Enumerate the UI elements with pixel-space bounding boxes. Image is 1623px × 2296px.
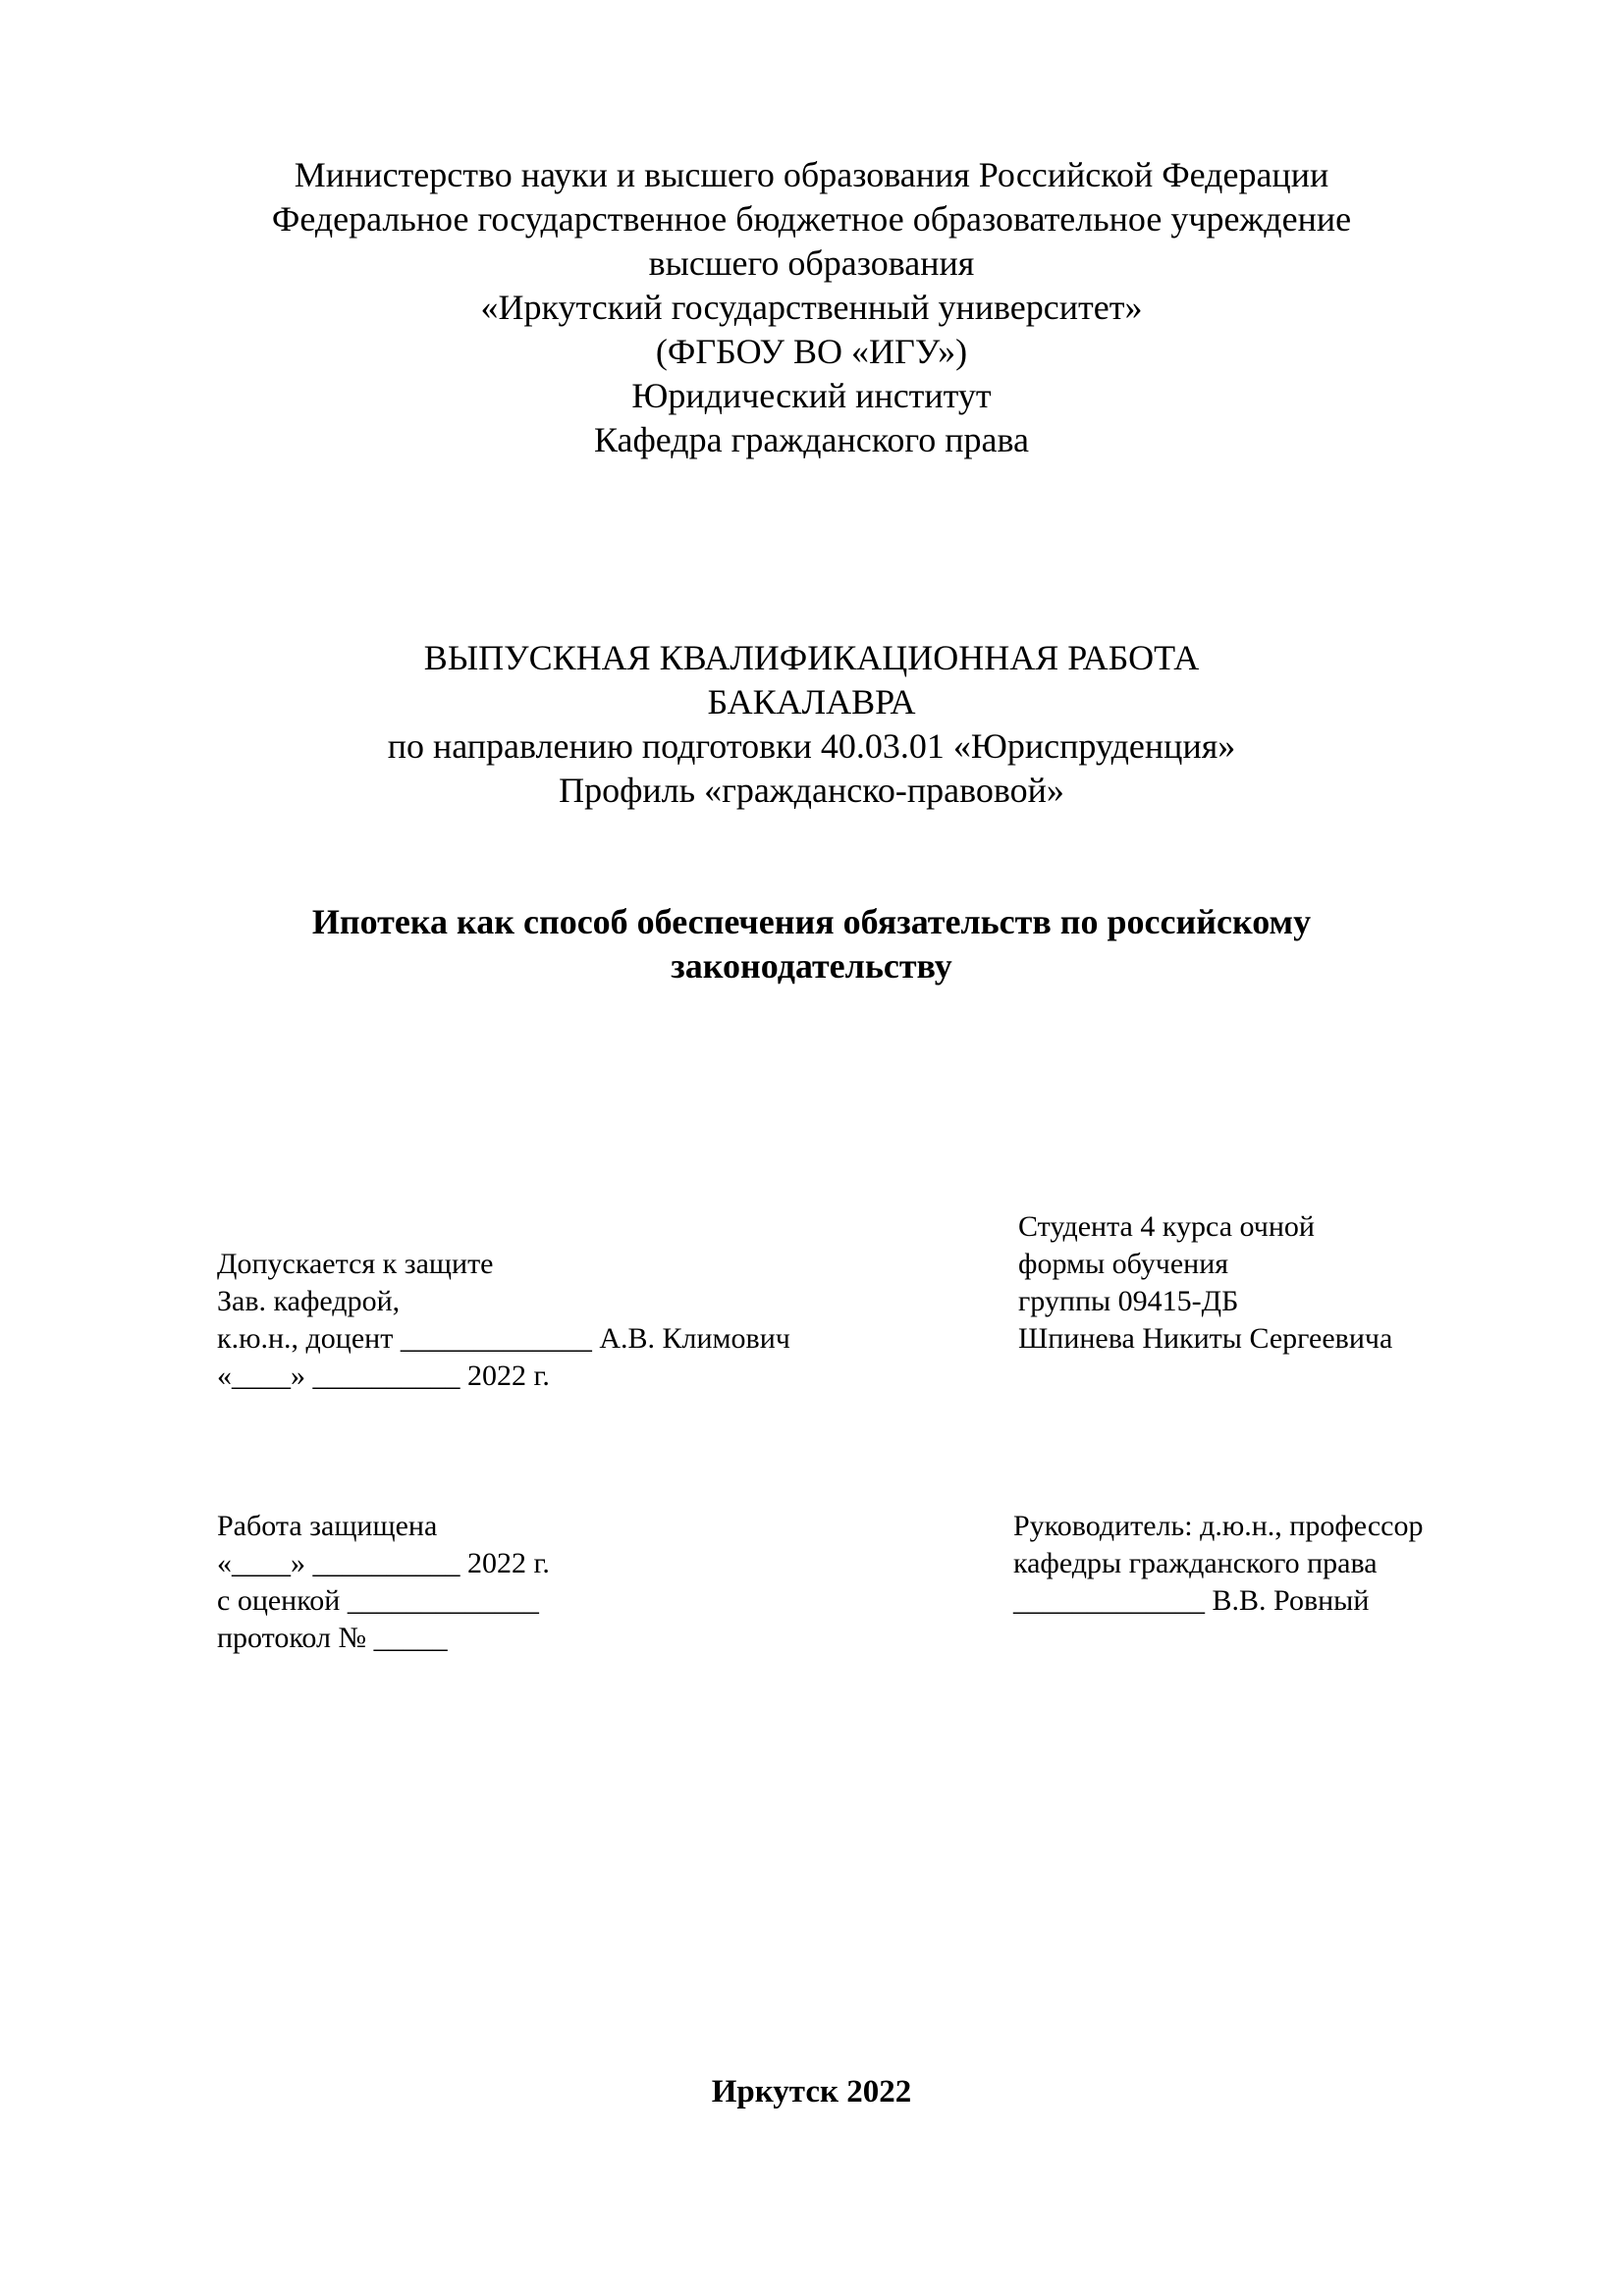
defended-block [217,1508,550,1657]
student-line-2: формы обучения [1018,1248,1229,1280]
work-type-line: ВЫПУСКНАЯ КВАЛИФИКАЦИОННАЯ РАБОТА [423,638,1200,677]
study-direction-line: по направлению подготовки 40.03.01 «Юриспруденция» [387,726,1236,766]
thesis-title [0,900,1623,988]
ministry-line: Министерство науки и высшего образования Российской Федерации [294,155,1329,194]
student-block [1018,1208,1392,1358]
supervisor-line-2: кафедры гражданского права [1013,1547,1378,1579]
defended-line-4: протокол № _____ [217,1622,448,1654]
admission-line-1: Допускается к защите [217,1248,494,1280]
defended-line-2: «____» __________ 2022 г. [217,1547,550,1579]
city-year-footer [0,2071,1623,2112]
admission-line-2: Зав. кафедрой, [217,1285,401,1317]
university-abbr-line: (ФГБОУ ВО «ИГУ») [655,332,968,371]
supervisor-line-1: Руководитель: д.ю.н., профессор [1013,1510,1424,1542]
student-line-1: Студента 4 курса очной [1018,1210,1315,1243]
work-type-block [0,636,1623,813]
admission-block [217,1246,790,1395]
admission-line-4: «____» __________ 2022 г. [217,1360,550,1392]
institute-line: Юридический институт [631,376,992,415]
city-year: Иркутск 2022 [711,2074,912,2109]
student-line-4: Шпинева Никиты Сергеевича [1018,1322,1393,1355]
department-line: Кафедра гражданского права [593,420,1030,459]
defended-line-3: с оценкой _____________ [217,1584,539,1617]
institution-header [0,153,1623,462]
university-name-line: «Иркутский государственный университет» [480,288,1143,327]
admission-line-3: к.ю.н., доцент _____________ А.В. Климович [217,1322,790,1355]
supervisor-block [1013,1508,1423,1620]
thesis-title-line-2: законодательству [671,946,952,986]
defended-line-1: Работа защищена [217,1510,438,1542]
student-line-3: группы 09415-ДБ [1018,1285,1239,1317]
thesis-title-line-1: Ипотека как способ обеспечения обязательств по российскому [311,902,1312,941]
institution-type-line: Федеральное государственное бюджетное образовательное учреждение [271,199,1352,239]
education-level-line: высшего образования [648,243,975,283]
profile-line: Профиль «гражданско-правовой» [559,771,1064,810]
supervisor-line-3: _____________ В.В. Ровный [1013,1584,1370,1617]
degree-line: БАКАЛАВРА [707,682,916,721]
